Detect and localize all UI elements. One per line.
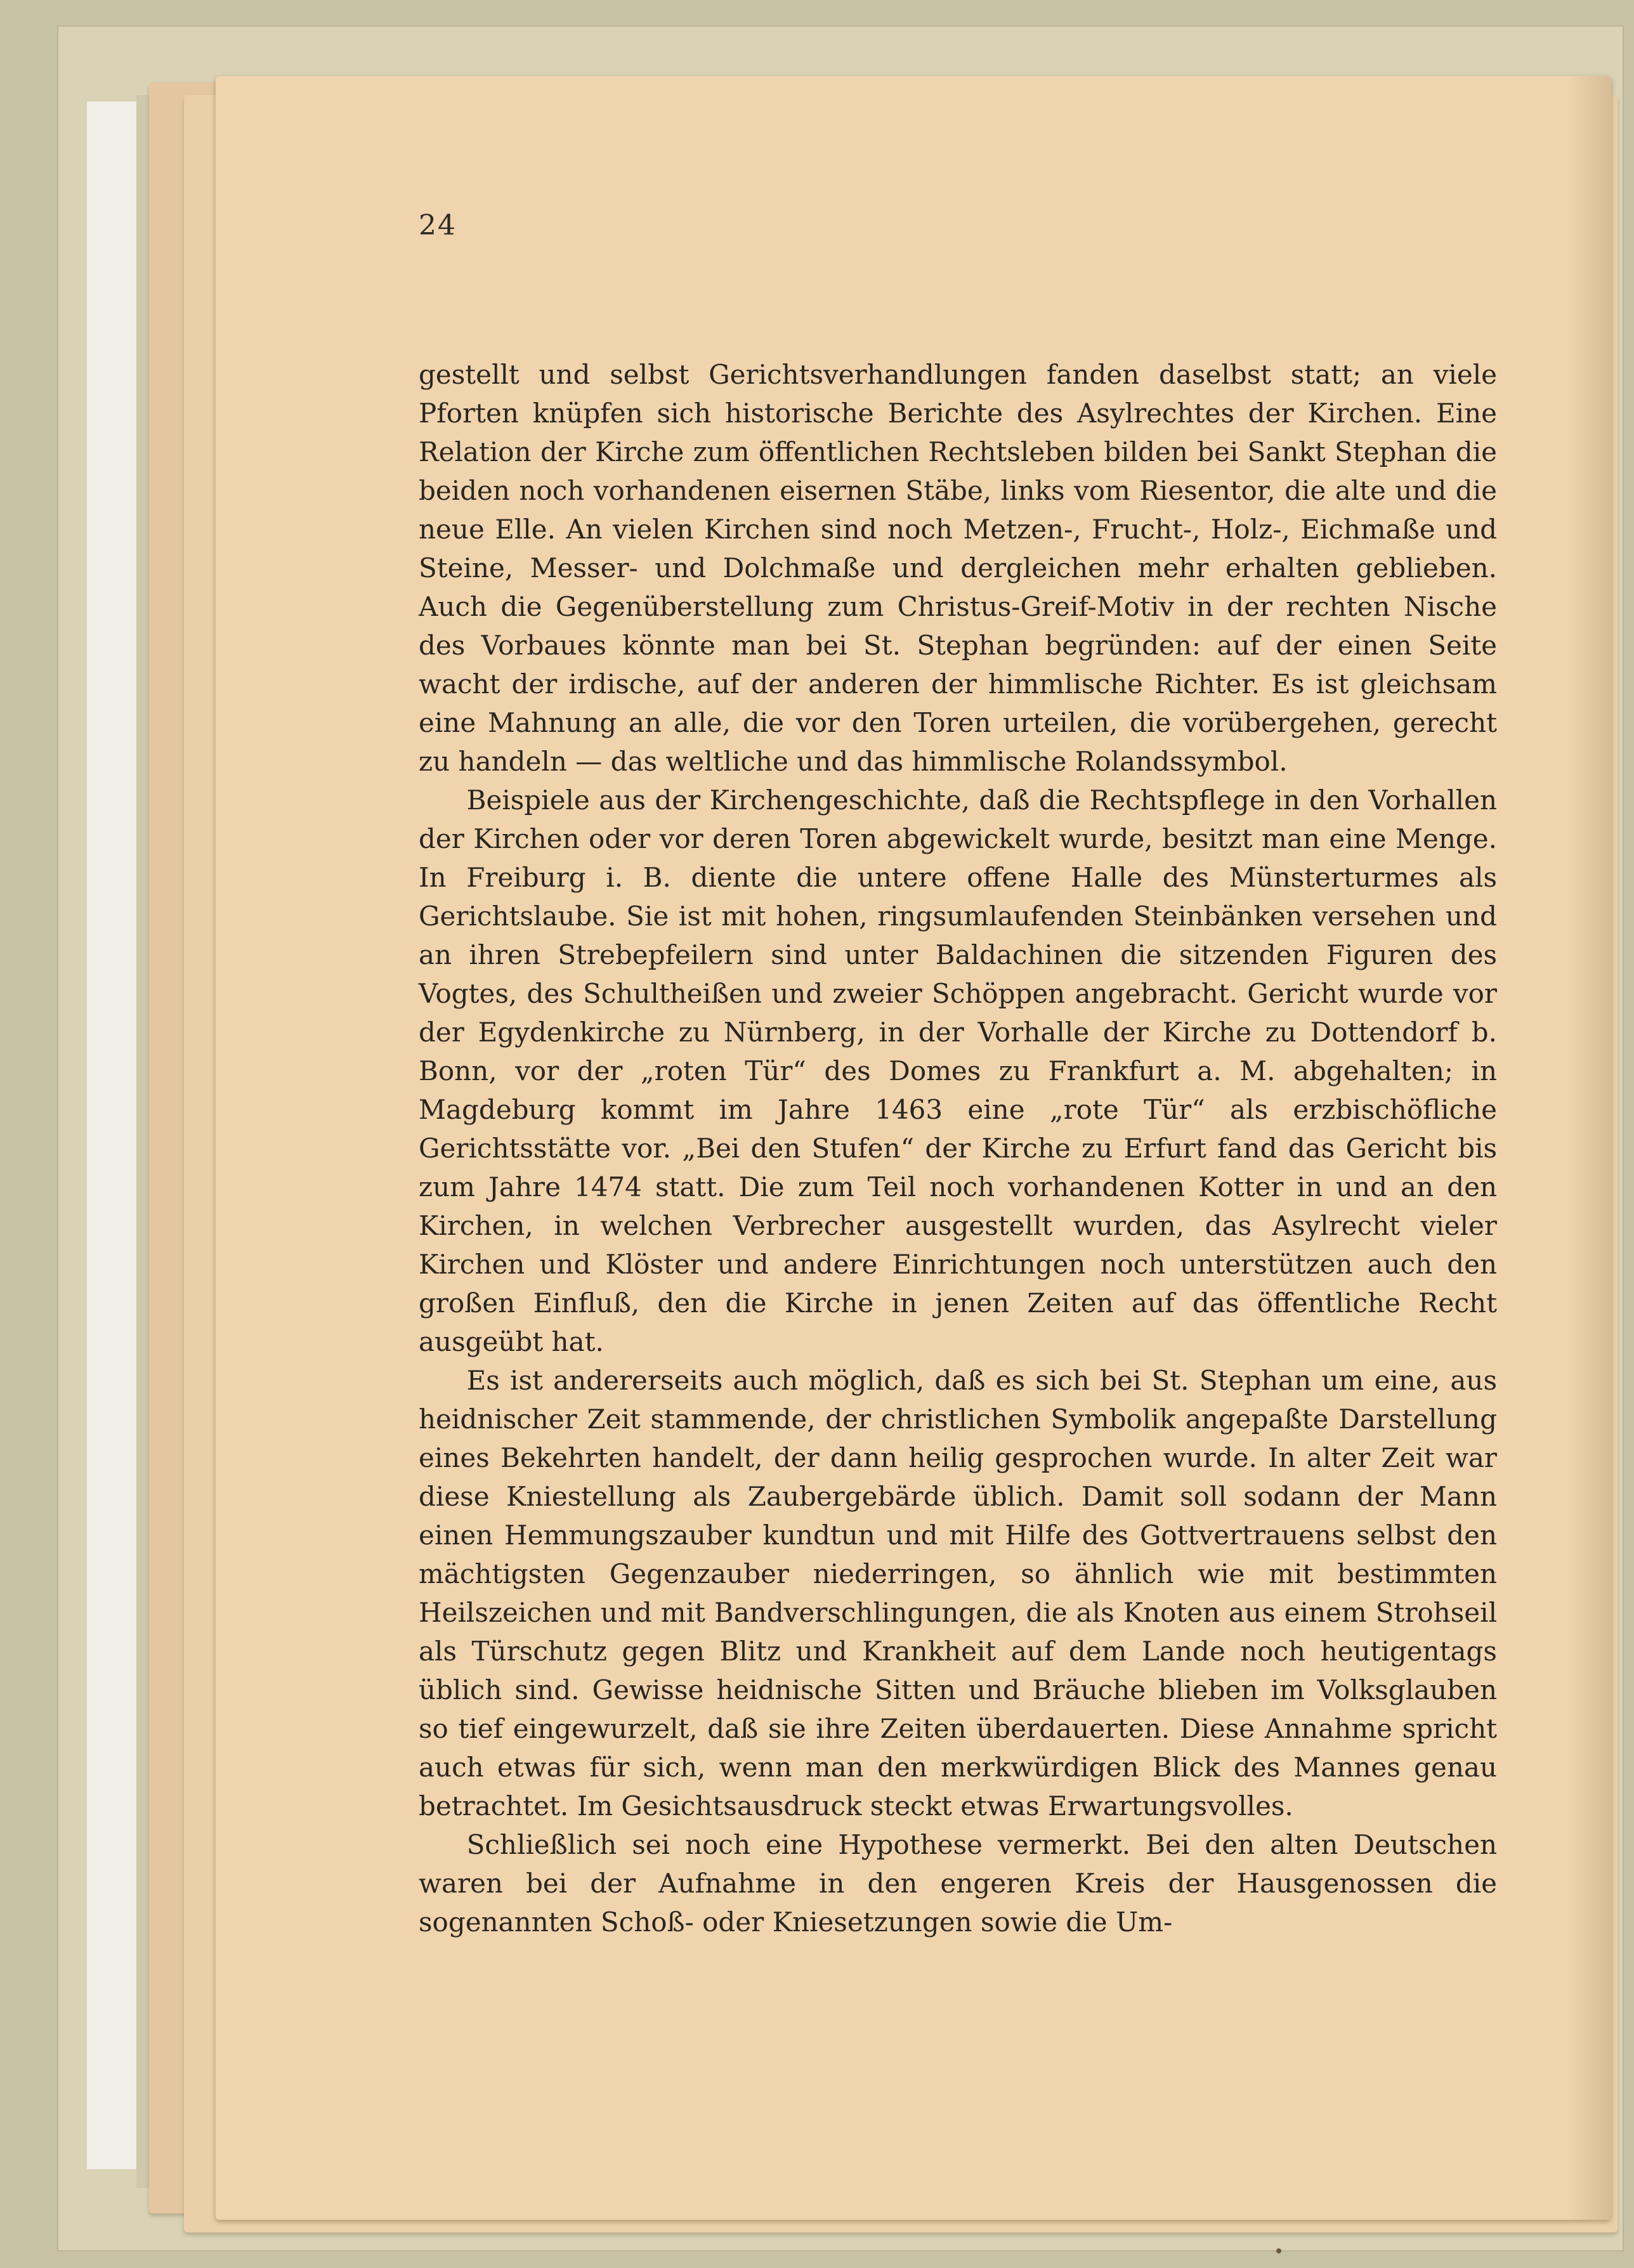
book-page	[216, 76, 1611, 2220]
paragraph-4: Schließlich sei noch eine Hypothese vermerkt. Bei den alten Deutschen waren bei der Aufnahme in den engeren Kreis der Hausgenossen die sogenannten Schoß- oder Kniesetzungen sowie die Um-	[419, 1829, 1497, 1938]
ink-speck	[1276, 2248, 1281, 2253]
body-text	[419, 355, 1497, 1941]
paragraph-1: gestellt und selbst Gerichtsverhandlungen fanden daselbst statt; an viele Pforten knüpfen sich historische Berichte des Asylrechtes der Kirchen. Eine Relation der Kirche zum öffentlichen Rechtsleben bilden bei Sankt Stephan die beiden noch vorhandenen eisernen Stäbe, links vom Riesentor, die alte und die neue Elle. An vielen Kirchen sind noch Metzen-, Frucht-, Holz-, Eichmaße und Steine, Messer- und Dolchmaße und dergleichen mehr erhalten geblieben. Auch die Gegenüberstellung zum Christus-Greif-Motiv in der rechten Nische des Vorbaues könnte man bei St. Stephan begründen: auf der einen Seite wacht der irdische, auf der anderen der himmlische Richter. Es ist gleichsam eine Mahnung an alle, die vor den Toren urteilen, die vorübergehen, gerecht zu handeln — das weltliche und das himmlische Rolandssymbol.	[419, 359, 1497, 777]
page-number: 24	[419, 209, 457, 242]
paragraph-2: Beispiele aus der Kirchengeschichte, daß die Rechtspflege in den Vorhallen der Kirchen oder vor deren Toren abgewickelt wurde, besitzt man eine Menge. In Freiburg i. B. diente die untere offene Halle des Münsterturmes als Gerichtslaube. Sie ist mit hohen, ringsumlaufenden Steinbänken versehen und an ihren Strebepfeilern sind unter Baldachinen die sitzenden Figuren des Vogtes, des Schultheißen und zweier Schöppen angebracht. Gericht wurde vor der Egydenkirche zu Nürnberg, in der Vorhalle der Kirche zu Dottendorf b. Bonn, vor der „roten Tür“ des Domes zu Frankfurt a. M. abgehalten; in Magdeburg kommt im Jahre 1463 eine „rote Tür“ als erzbischöfliche Gerichtsstätte vor. „Bei den Stufen“ der Kirche zu Erfurt fand das Gericht bis zum Jahre 1474 statt. Die zum Teil noch vorhandenen Kotter in und an den Kirchen, in welchen Verbrecher ausgestellt wurden, das Asylrecht vieler Kirchen und Klöster und andere Einrichtungen noch unterstützen auch den großen Einfluß, den die Kirche in jenen Zeiten auf das öffentliche Recht ausgeübt hat.	[419, 785, 1497, 1357]
cover-edge	[86, 101, 138, 2169]
paragraph-3: Es ist andererseits auch möglich, daß es sich bei St. Stephan um eine, aus heidnischer Zeit stammende, der christlichen Symbolik angepaßte Darstellung eines Bekehrten handelt, der dann heilig gesprochen wurde. In alter Zeit war diese Kniestellung als Zaubergebärde üblich. Damit soll sodann der Mann einen Hemmungszauber kundtun und mit Hilfe des Gottvertrauens selbst den mächtigsten Gegenzauber niederringen, so ähnlich wie mit bestimmten Heilszeichen und mit Bandverschlingungen, die als Knoten aus einem Strohseil als Türschutz gegen Blitz und Krankheit auf dem Lande noch heutigentags üblich sind. Gewisse heidnische Sitten und Bräuche blieben im Volksglauben so tief eingewurzelt, daß sie ihre Zeiten überdauerten. Diese Annahme spricht auch etwas für sich, wenn man den merkwürdigen Blick des Mannes genau betrachtet. Im Gesichtsausdruck steckt etwas Erwartungsvolles.	[419, 1365, 1497, 1822]
